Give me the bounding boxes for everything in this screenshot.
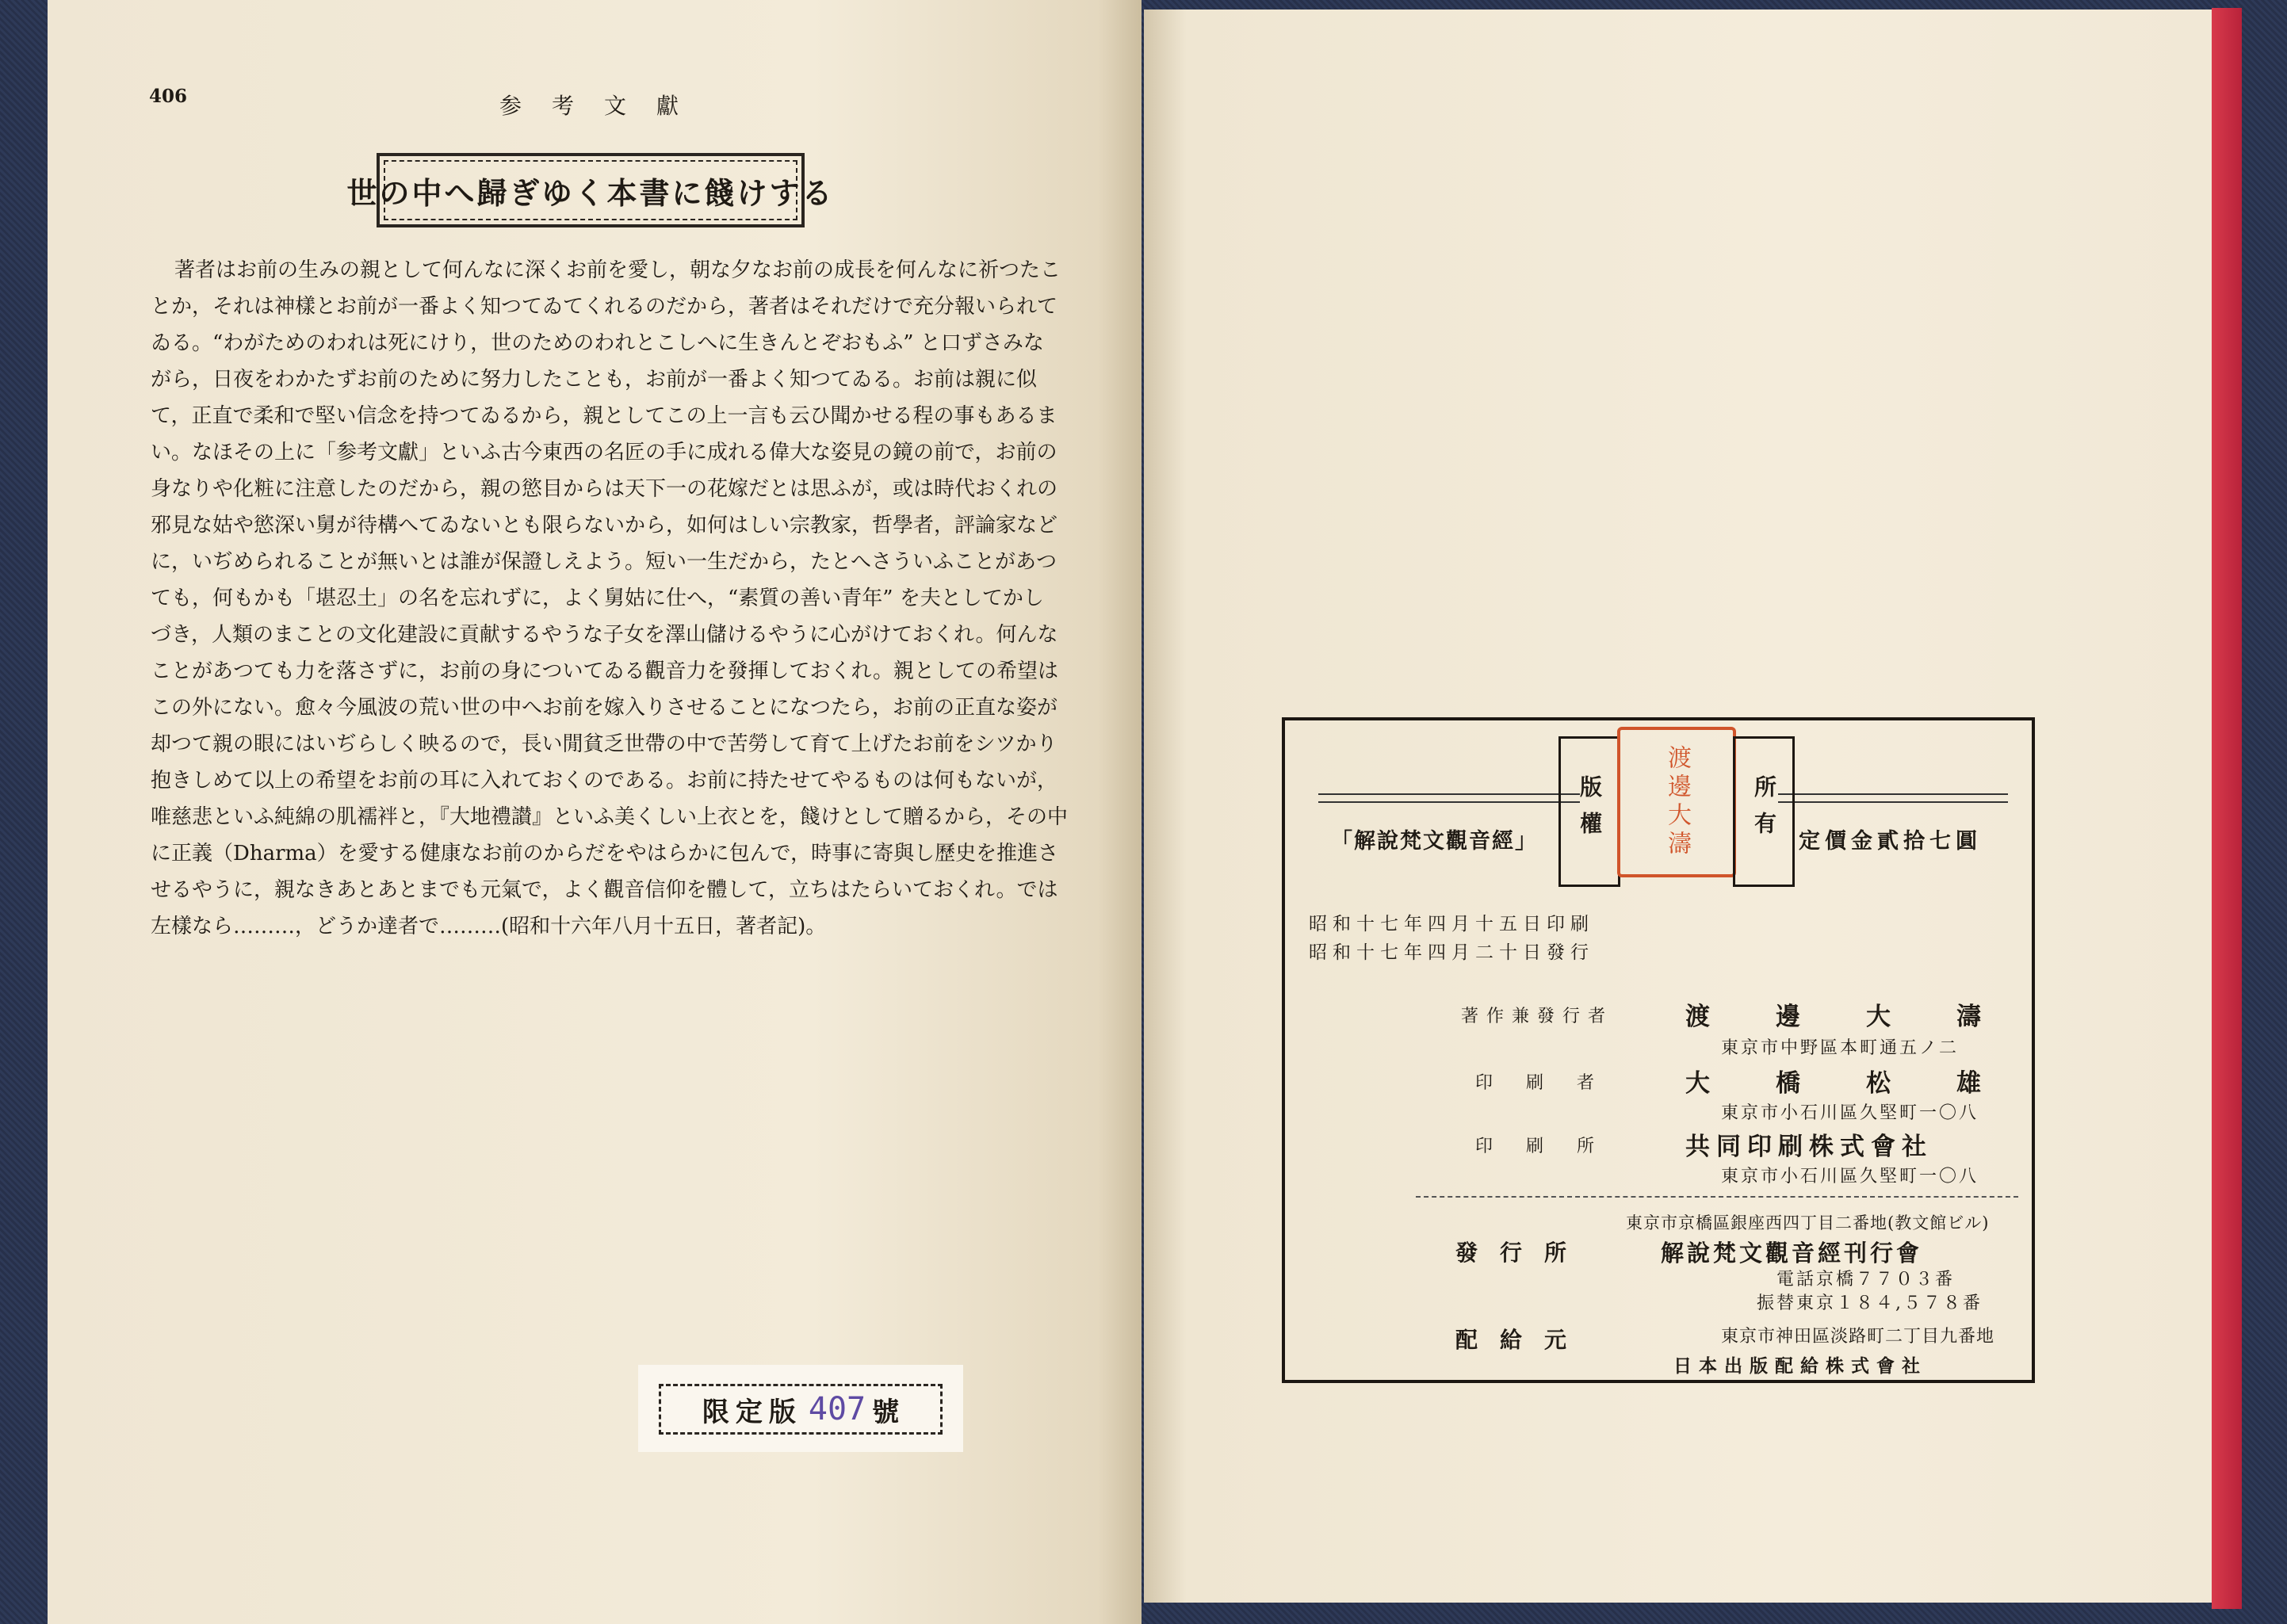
limited-edition-label bbox=[638, 1365, 963, 1452]
print-shop-address: 東京市小石川區久堅町一〇八 bbox=[1721, 1167, 1979, 1186]
body-line: せるやうに，親なきあとあとまでも元氣で，よく觀音信仰を體して，立ちはたらいておくれ。では bbox=[151, 878, 1058, 902]
limited-edition-frame bbox=[659, 1384, 943, 1435]
print-shop-role: 印 刷 所 bbox=[1475, 1137, 1603, 1156]
print-shop-name: 共同印刷株式會社 bbox=[1685, 1133, 1933, 1161]
printer-address: 東京市小石川區久堅町一〇八 bbox=[1721, 1103, 1979, 1123]
copyright-right-text: 所有 bbox=[1751, 775, 1777, 848]
publisher-name: 解說梵文觀音經刊行會 bbox=[1661, 1240, 1923, 1267]
published-date: 昭和十七年四月二十日發行 bbox=[1309, 942, 1594, 963]
heading-title: 世の中へ歸ぎゆく本書に餞けする bbox=[384, 160, 797, 220]
distributor-name: 日本出版配給株式會社 bbox=[1673, 1355, 1927, 1377]
colophon-rule bbox=[1778, 801, 2008, 803]
printer-role: 印 刷 者 bbox=[1475, 1073, 1603, 1093]
colophon-rule bbox=[1318, 793, 1580, 795]
body-line: 抱きしめて以上の希望をお前の耳に入れておくのである。お前に持たせてやるものは何もないが， bbox=[151, 769, 1058, 793]
author-seal bbox=[1617, 727, 1736, 877]
body-line: ゐる。“わがためのわれは死にけり，世のためのわれとこしへに生きんとぞおもふ” と口ずさみな bbox=[151, 331, 1044, 355]
body-line: この外にない。愈々今風波の荒い世の中へお前を嫁入りさせることになつたら，お前の正直な姿が bbox=[151, 696, 1058, 720]
limited-edition-text: 限定版 bbox=[702, 1396, 802, 1428]
body-line: ことがあつても力を落さずに，お前の身についてゐる觀音力を發揮しておくれ。親としての希望は bbox=[151, 659, 1059, 683]
body-line: 身なりや化粧に注意したのだから，親の慾目からは天下一の花嫁だとは思ふが，或は時代おくれの bbox=[151, 477, 1058, 501]
page-number: 406 bbox=[149, 86, 188, 107]
copyright-right-cell bbox=[1733, 736, 1795, 887]
red-page-edge bbox=[2212, 8, 2242, 1609]
publisher-role: 發行所 bbox=[1455, 1240, 1589, 1266]
heading-frame bbox=[346, 153, 835, 227]
body-line: に，いぢめられることが無いとは誰が保證しえよう。短い一生だから，たとへさういふことがあつ bbox=[151, 550, 1057, 574]
author-name: 渡 邊 大 濤 bbox=[1685, 1003, 2002, 1031]
body-line: 却つて親の眼にはいぢらしく映るので，長い閒貧乏世帶の中で苦勞して育て上げたお前をシツかり bbox=[151, 732, 1057, 756]
publisher-address: 東京市京橋區銀座西四丁目二番地(教文館ビル) bbox=[1626, 1213, 1990, 1232]
author-role: 著作兼發行者 bbox=[1461, 1007, 1614, 1026]
price: 定價金貳拾七圓 bbox=[1799, 829, 1982, 854]
body-line: づき，人類のまことの文化建設に貢献するやうな子女を澤山儲けるやうに心がけておくれ。何んな bbox=[151, 623, 1058, 647]
running-head: 参考文獻 bbox=[499, 93, 709, 119]
copyright-left-cell bbox=[1558, 736, 1620, 887]
body-line: ても，何もかも「堪忍土」の名を忘れずに，よく舅姑に仕へ，“素質の善い青年” を夫としてかし bbox=[151, 587, 1044, 610]
seal-text: 渡邊大濤 bbox=[1663, 745, 1691, 859]
author-address: 東京市中野區本町通五ノ二 bbox=[1721, 1038, 1960, 1058]
book-title: 「解說梵文觀音經」 bbox=[1331, 829, 1538, 854]
publisher-phone: 電話京橋７７０３番 bbox=[1776, 1270, 1956, 1290]
body-line: 唯慈悲といふ純綿の肌襦袢と，『大地禮讃』といふ美くしい上衣とを，餞けとして贈るから，その中 bbox=[151, 805, 1069, 829]
distributor-role: 配給元 bbox=[1455, 1327, 1589, 1353]
copyright-left-text: 版權 bbox=[1577, 775, 1603, 848]
limited-edition-number: 407 bbox=[808, 1391, 866, 1427]
body-text bbox=[151, 252, 1069, 945]
body-line: い。なほその上に「参考文獻」といふ古今東西の名匠の手に成れる偉大な姿見の鏡の前で，お前の bbox=[151, 441, 1057, 464]
body-line: 左樣なら………，どうか達者で………(昭和十六年八月十五日，著者記)。 bbox=[151, 915, 827, 938]
body-line: 邪見な姑や慾深い舅が待構へてゐないとも限らないから，如何はしい宗教家，哲學者，評論家など bbox=[151, 514, 1058, 537]
printer-name: 大 橋 松 雄 bbox=[1685, 1069, 2002, 1098]
body-line: 著者はお前の生みの親として何んなに深くお前を愛し，朝な夕なお前の成長を何んなに祈つたこ bbox=[174, 258, 1061, 282]
body-line: とか，それは神樣とお前が一番よく知つてゐてくれるのだから，著者はそれだけで充分報いられて bbox=[151, 295, 1058, 319]
colophon-rule bbox=[1318, 801, 1580, 803]
colophon-rule bbox=[1778, 793, 2008, 795]
printed-date: 昭和十七年四月十五日印刷 bbox=[1309, 914, 1594, 934]
body-line: がら，日夜をわかたずお前のために努力したことも，お前が一番よく知つてゐる。お前は親に似 bbox=[151, 368, 1038, 392]
colophon-box bbox=[1282, 717, 2035, 1383]
publisher-transfer-account: 振替東京１８４,５７８番 bbox=[1757, 1293, 1983, 1313]
distributor-address: 東京市神田區淡路町二丁目九番地 bbox=[1721, 1327, 1995, 1347]
limited-edition-suffix: 號 bbox=[872, 1396, 900, 1428]
body-line: に正義（Dharma）を愛する健康なお前のからだをやはらかに包んで，時事に寄與し歷史を推進さ bbox=[151, 842, 1059, 865]
body-line: て，正直で柔和で堅い信念を持つてゐるから，親としてこの上一言も云ひ聞かせる程の事もあるま bbox=[151, 404, 1057, 428]
section-divider bbox=[1416, 1196, 2018, 1198]
